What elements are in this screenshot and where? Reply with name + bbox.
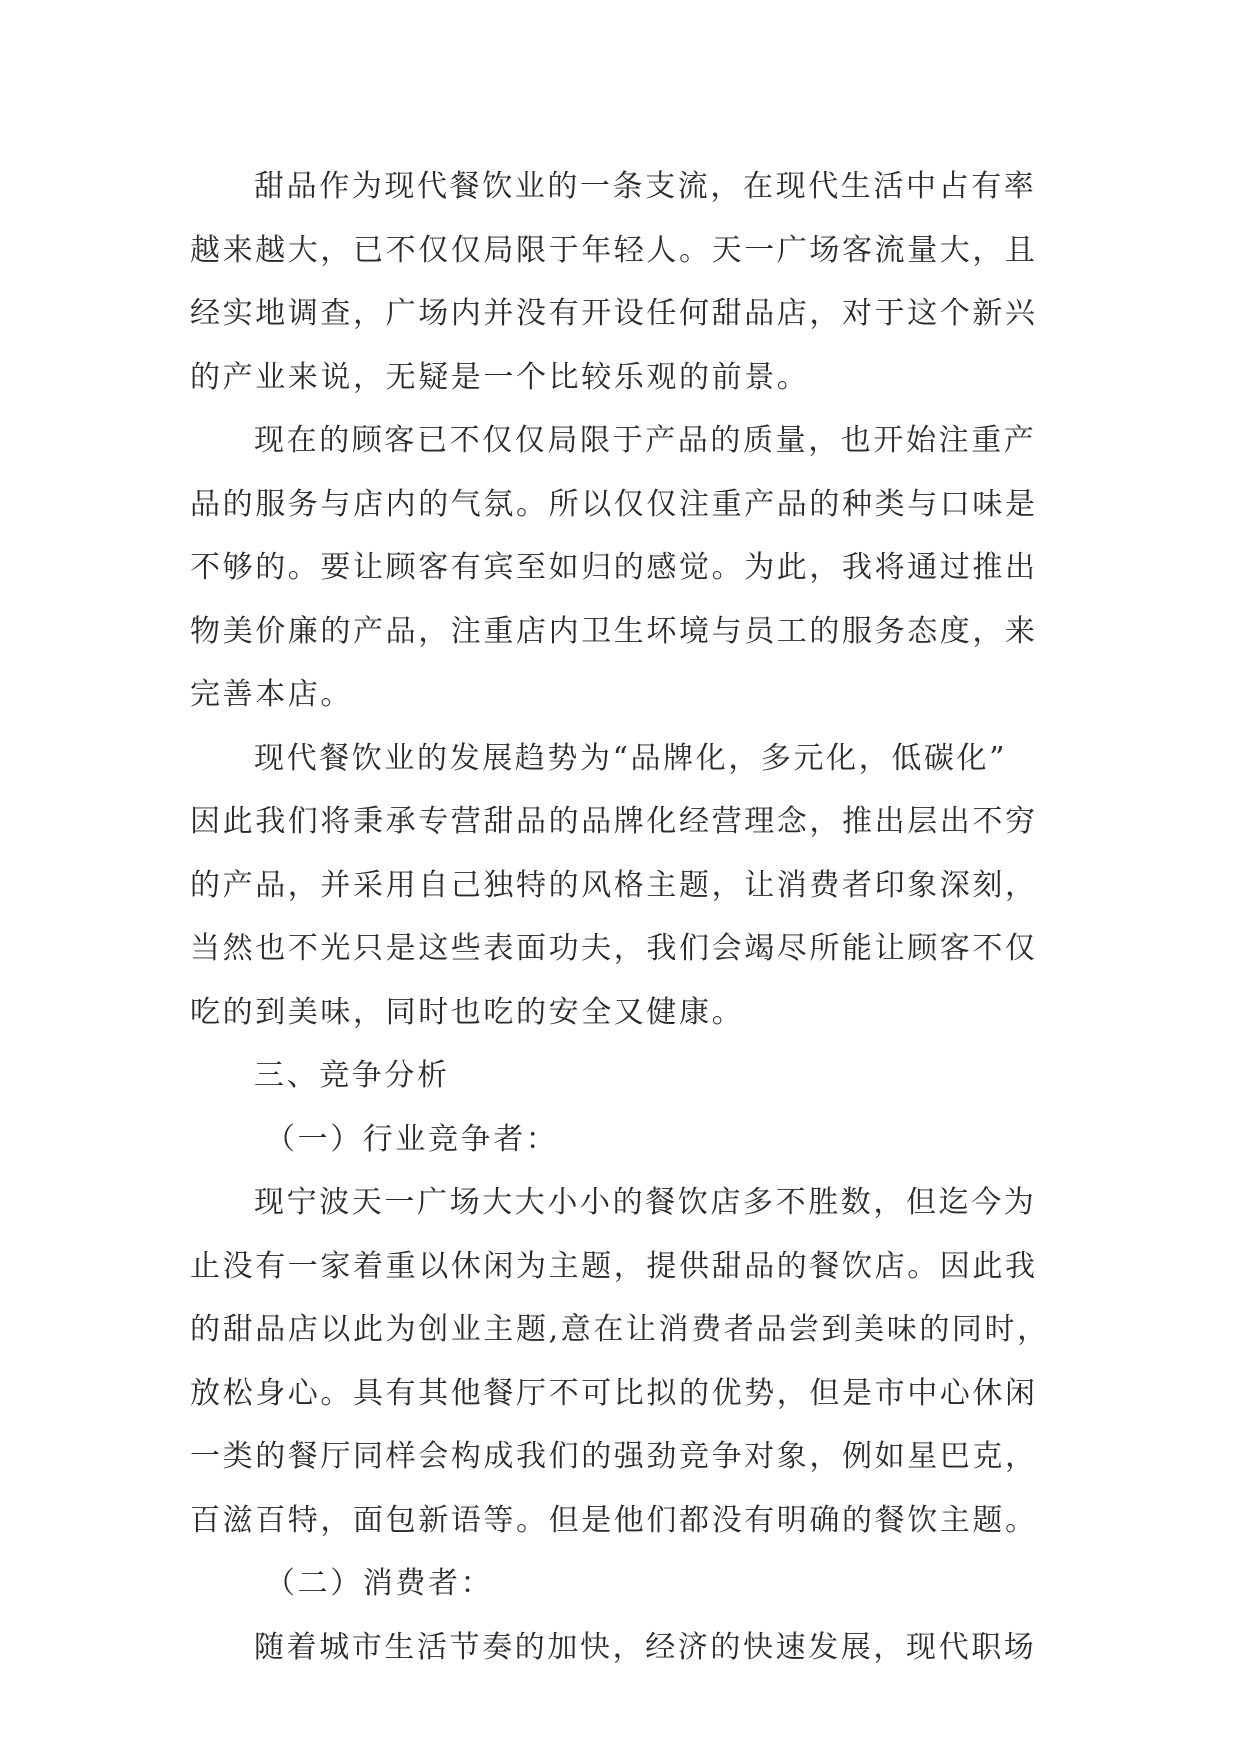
section-heading: 三、竞争分析 xyxy=(254,1058,450,1093)
paragraph-line: 当然也不光只是这些表面功夫，我们会竭尽所能让顾客不仅 xyxy=(190,931,1038,966)
paragraph-line: 完善本店。 xyxy=(190,677,353,712)
paragraph-line: 一类的餐厅同样会构成我们的强劲竞争对象，例如星巴克， xyxy=(190,1439,1038,1474)
paragraph-line: 因此我们将秉承专营甜品的品牌化经营理念，推出层出不穷 xyxy=(190,804,1038,839)
paragraph-trends xyxy=(190,727,1070,1045)
paragraph-line: 物美价廉的产品，注重店内卫生坏境与员工的服务态度，来 xyxy=(190,613,1038,649)
paragraph-customers-quality xyxy=(190,409,1070,727)
paragraph-line: 越来越大，已不仅仅局限于年轻人。天一广场客流量大，且 xyxy=(190,232,1038,268)
paragraph-line: 百滋百特，面包新语等。但是他们都没有明确的餐饮主题。 xyxy=(190,1502,1038,1538)
paragraph-line: 甜品作为现代餐饮业的一条支流，在现代生活中占有率 xyxy=(254,169,1037,204)
paragraph-line: 的产品，并采用自己独特的风格主题，让消费者印象深刻， xyxy=(190,867,1038,903)
paragraph-line: 品的服务与店内的气氛。所以仅仅注重产品的种类与口味是 xyxy=(190,486,1038,522)
paragraph-line: 止没有一家着重以休闲为主题，提供甜品的餐饮店。因此我 xyxy=(190,1248,1038,1284)
subheading-consumers: （二）消费者： xyxy=(265,1566,494,1601)
paragraph-line: 随着城市生活节奏的加快，经济的快速发展，现代职场 xyxy=(254,1629,1037,1665)
paragraph-line: 吃的到美味，同时也吃的安全又健康。 xyxy=(190,994,745,1030)
subheading-competitors: （一）行业竞争者： xyxy=(265,1121,559,1157)
paragraph-competitors xyxy=(190,1171,1070,1552)
paragraph-line: 现在的顾客已不仅仅局限于产品的质量，也开始注重产 xyxy=(254,423,1037,458)
paragraph-line: 现代餐饮业的发展趋势为“品牌化，多元化，低碳化” xyxy=(254,740,1008,776)
paragraph-intro xyxy=(190,155,1070,409)
paragraph-consumers xyxy=(190,1616,1070,1680)
paragraph-line: 经实地调查，广场内并没有开设任何甜品店，对于这个新兴 xyxy=(190,296,1038,331)
paragraph-line: 放松身心。具有其他餐厅不可比拟的优势，但是市中心休闲 xyxy=(190,1375,1038,1411)
paragraph-line: 不够的。要让顾客有宾至如归的感觉。为此，我将通过推出 xyxy=(190,550,1038,585)
paragraph-line: 现宁波天一广场大大小小的餐饮店多不胜数，但迄今为 xyxy=(254,1185,1037,1220)
paragraph-line: 的产业来说，无疑是一个比较乐观的前景。 xyxy=(190,359,810,395)
paragraph-line: 的甜品店以此为创业主题,意在让消费者品尝到美味的同时， xyxy=(190,1312,1050,1347)
document-body xyxy=(190,155,1070,1679)
